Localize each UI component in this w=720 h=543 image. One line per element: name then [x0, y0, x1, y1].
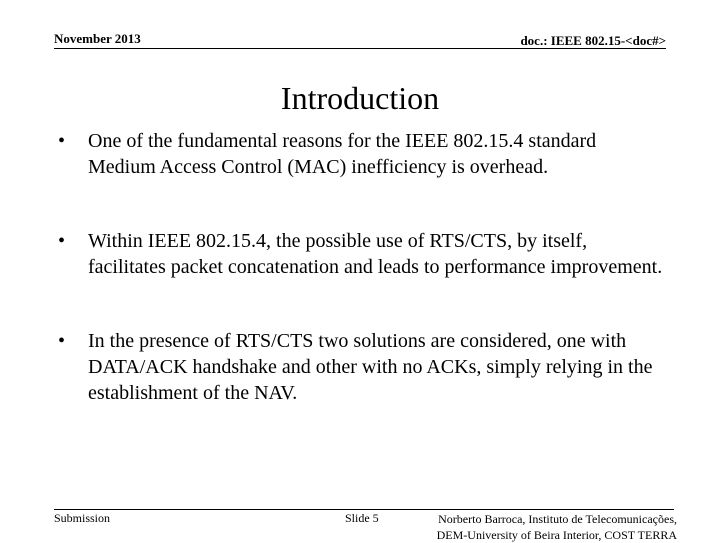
bullet-text: One of the fundamental reasons for the IEEE 802.15.4 standard Medium Access Control (MAC) inefficiency is overhead. [88, 130, 597, 178]
footer-divider [54, 509, 674, 510]
bullet-icon: • [58, 330, 66, 352]
bullet-icon: • [58, 230, 66, 252]
footer-author-line-2: DEM-University of Beira Interior, COST TERRA [436, 528, 677, 542]
header-document-id: doc.: IEEE 802.15-<doc#> [520, 33, 666, 48]
slide-title [0, 78, 720, 118]
slide-title-text: Introduction [280, 80, 440, 116]
footer-submission: Submission [54, 511, 111, 525]
header-divider [54, 48, 666, 49]
bullet-text: Within IEEE 802.15.4, the possible use of RTS/CTS, by itself, facilitates packet concatenation and leads to performance improvement. [88, 230, 663, 278]
bullet-item-rts-cts [58, 228, 668, 280]
footer-author [427, 511, 677, 543]
bullet-icon: • [58, 130, 66, 152]
bullet-item-overhead [58, 128, 668, 180]
bullet-text: In the presence of RTS/CTS two solutions are considered, one with DATA/ACK handshake and other with no ACKs, simply relying in the establishment of the NAV. [88, 330, 653, 404]
footer-slide-number: Slide 5 [345, 511, 379, 525]
bullet-item-solutions [58, 328, 668, 406]
bullet-list [58, 128, 668, 406]
footer-author-line-1: Norberto Barroca, Instituto de Telecomunicações, [438, 512, 677, 526]
header-date: November 2013 [54, 31, 141, 46]
